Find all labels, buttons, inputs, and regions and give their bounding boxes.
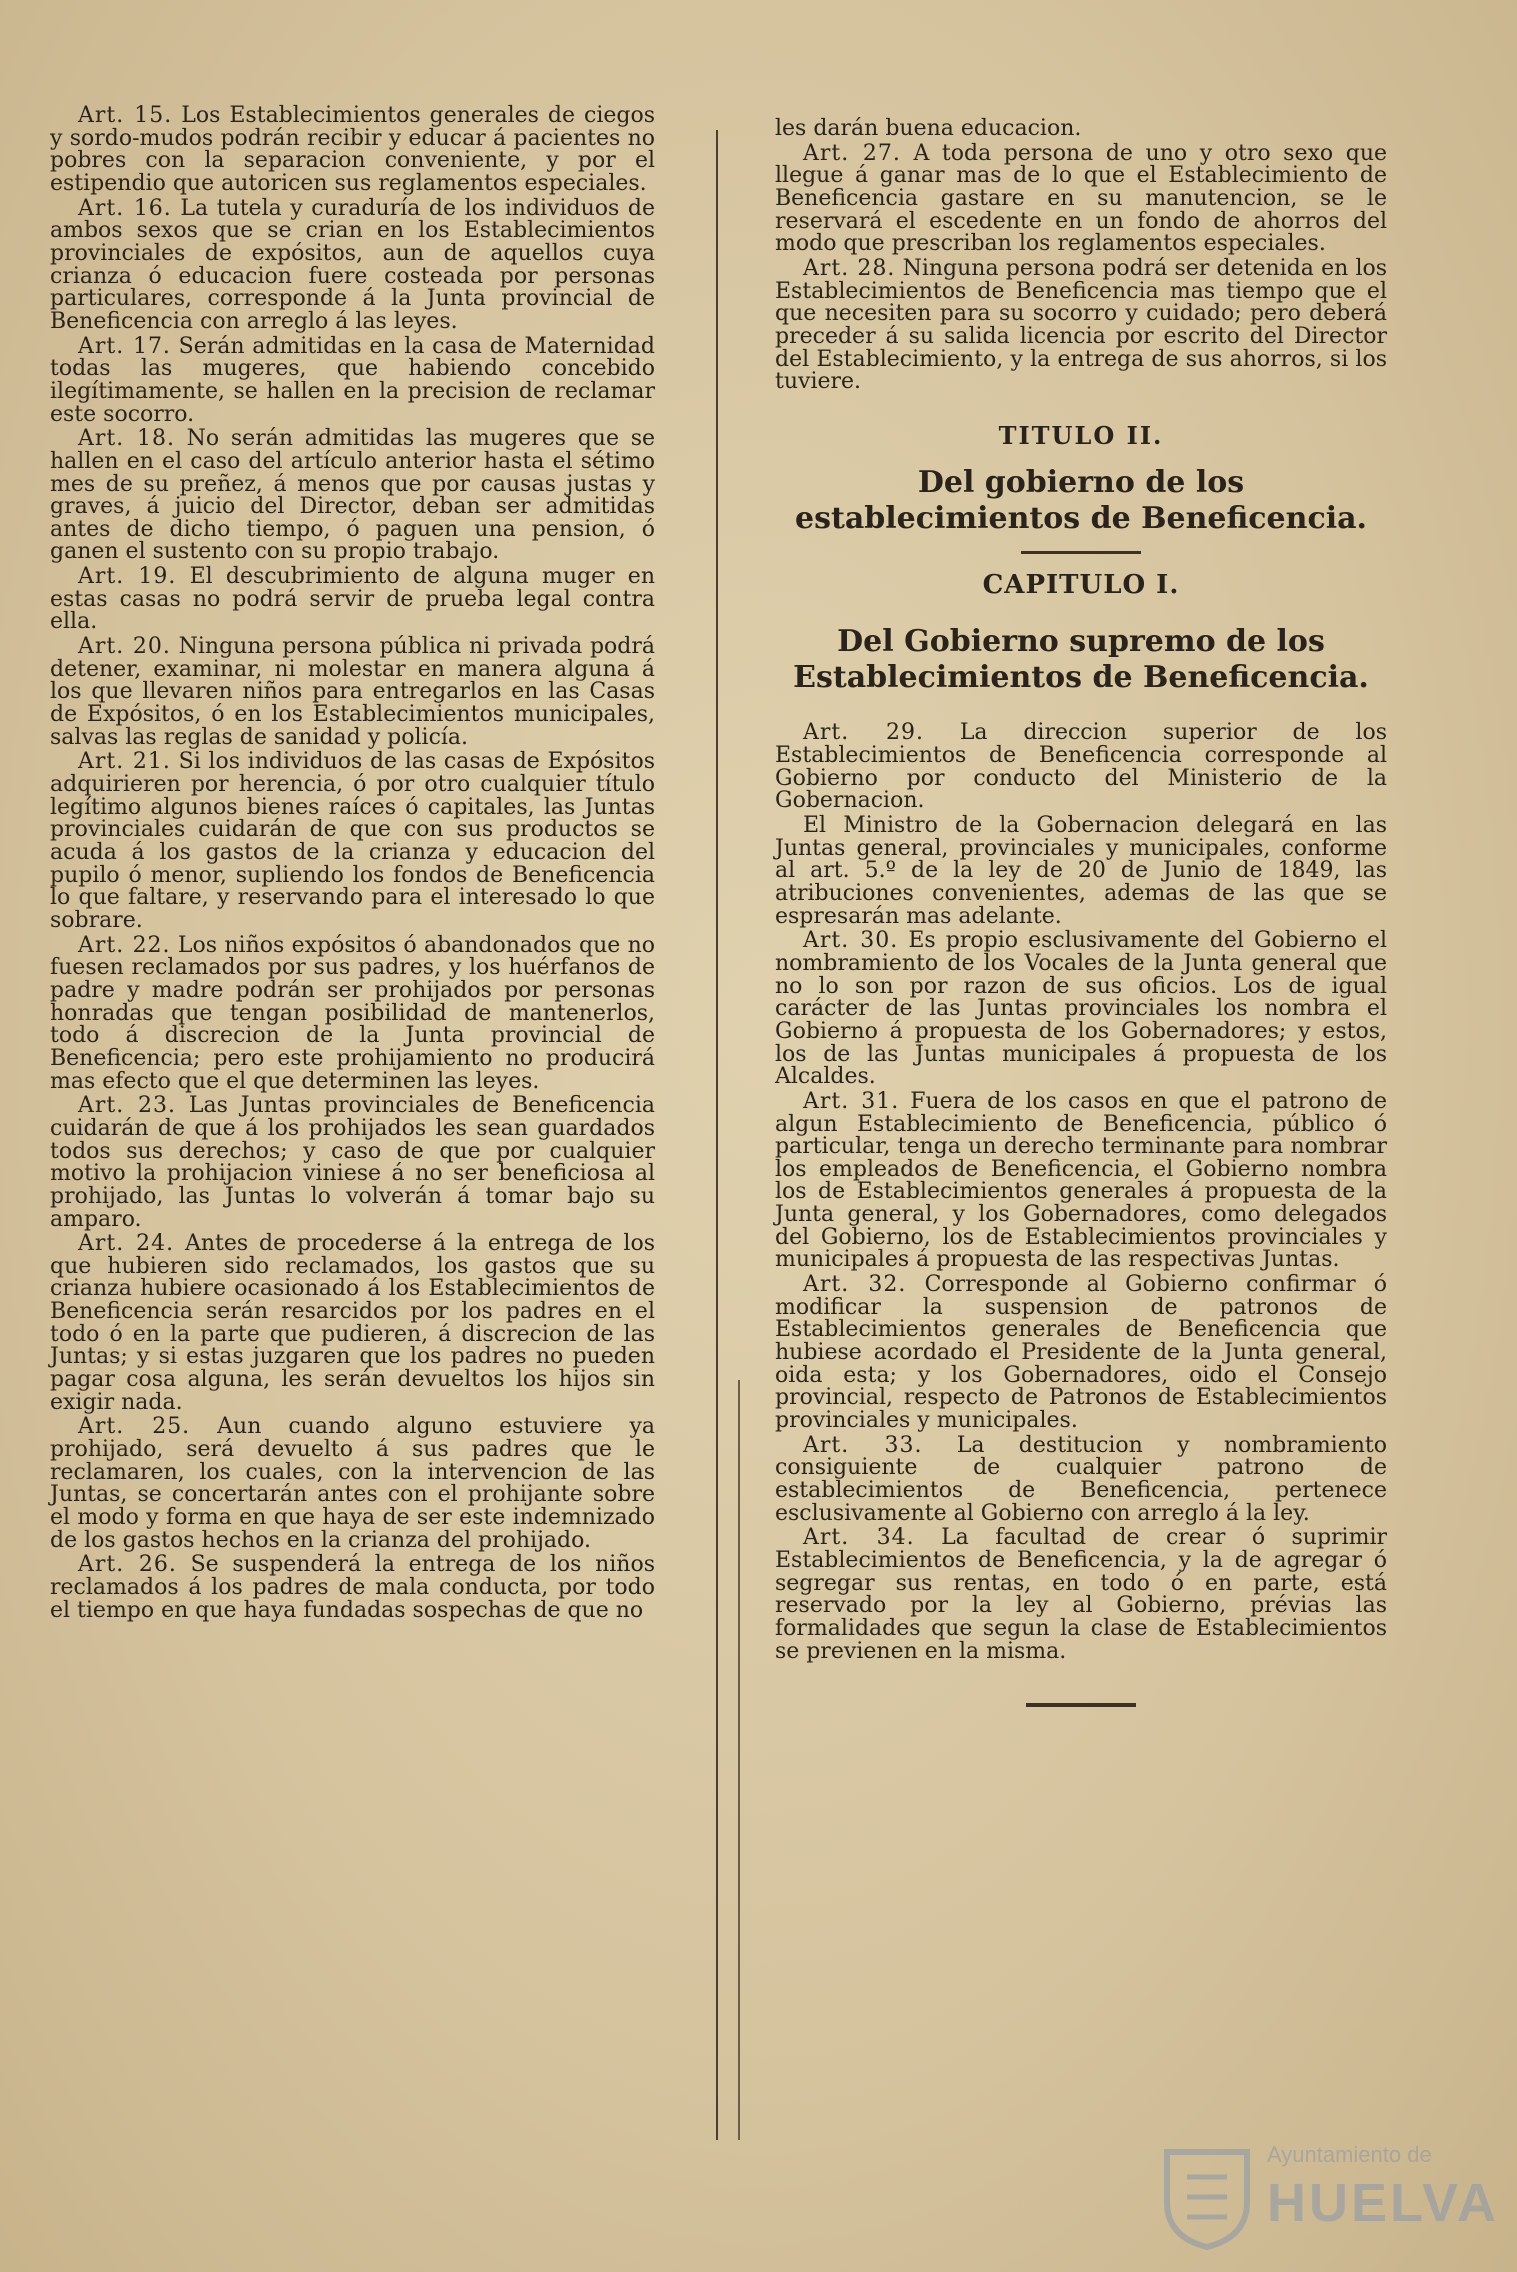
- article-number: Art. 17.: [78, 333, 171, 359]
- article-number: Art. 16.: [78, 195, 172, 221]
- article-29-paragraph-2: El Ministro de la Gobernacion delegará en las Juntas general, provinciales y municipales, conforme al art. 5.º de la ley de 20 de Junio de 1849, las atribuciones convenientes, ademas de las que se espresarán mas adelante.: [775, 812, 1387, 929]
- article-19: [50, 566, 655, 634]
- article-number: Art. 27.: [803, 140, 901, 166]
- article-number: Art. 31.: [803, 1088, 900, 1114]
- article-number: Art. 23.: [78, 1093, 177, 1119]
- end-rule: [1026, 1703, 1136, 1707]
- article-number: Art. 20.: [78, 634, 171, 660]
- article-26-continuation: les darán buena educacion.: [775, 116, 1082, 141]
- article-16: [50, 195, 655, 334]
- article-text: La facultad de crear ó suprimir Establecimientos de Beneficencia, y la de agregar ó segregar sus rentas, en todo ó en parte, está reservado por la ley al Gobierno, prévias las formalidades que segun la clase de Establecimientos se previenen en la misma.: [775, 1525, 1388, 1664]
- article-33: [775, 1432, 1387, 1526]
- article-29: [775, 722, 1387, 813]
- article-number: Art. 29.: [803, 720, 925, 746]
- article-25: [50, 1416, 655, 1552]
- article-22: [50, 932, 655, 1094]
- article-number: Art. 18.: [78, 426, 175, 452]
- article-text: Si los individuos de las casas de Expósitos adquirieren por herencia, ó por otro cualquier título legítimo algunos bienes raíces ó capitales, las Juntas provinciales cuidarán de que con sus productos se acuda á los gastos de la crianza y educacion del pupilo ó menor, supliendo los fondos de Beneficencia lo que faltare, y reservando para el interesado lo que sobrare.: [50, 749, 655, 933]
- city-shield-icon: [1157, 2142, 1257, 2252]
- watermark-line1: Ayuntamiento de: [1267, 2142, 1432, 2167]
- article-number: Art. 34.: [803, 1525, 915, 1551]
- article-text: Serán admitidas en la casa de Maternidad todas las mugeres, que habiendo concebido ilegítimamente, se hallen en la precision de reclamar este socorro.: [50, 333, 656, 427]
- article-text: Ninguna persona pública ni privada podrá detener, examinar, ni molestar en manera alguna á los que llevaren niños para entregarlos en las Casas de Expósitos, ó en los Establecimientos municipales, salvas las reglas de sanidad y policía.: [50, 634, 656, 750]
- watermark-line2: HUELVA: [1267, 2173, 1499, 2233]
- article-text: Se suspenderá la entrega de los niños reclamados á los padres de mala conducta, por todo el tiempo en que haya fundadas sospechas de que no: [50, 1552, 656, 1623]
- article-text: No serán admitidas las mugeres que se hallen en el caso del artículo anterior hasta el sétimo mes de su preñez, á menos que por causas justas y graves, á juicio del Director, deban ser admitidas antes de dicho tiempo, ó paguen una pension, ó ganen el sustento con su propio trabajo.: [50, 426, 656, 565]
- titulo-label: TITULO II.: [998, 420, 1164, 450]
- article-text: Fuera de los casos en que el patrono de algun Establecimiento de Beneficencia, público ó particular, tenga un derecho terminante para nombrar los empleados de Beneficencia, el Gobierno nombra los de Establecimientos generales á propuesta de la Junta general, y los Gobernadores, como delegados del Gobierno, los de Establecimientos provinciales y municipales á propuesta de las respectivas Juntas.: [775, 1088, 1387, 1273]
- article-number: Art. 22.: [78, 932, 171, 958]
- article-34: [775, 1527, 1387, 1663]
- article-24: [50, 1233, 655, 1414]
- article-text: La destitucion y nombramiento consiguiente de cualquier patrono de establecimientos de Beneficencia, pertenece esclusivamente al Gobierno con arreglo á la ley.: [775, 1432, 1387, 1526]
- article-text: Ninguna persona podrá ser detenida en los Establecimientos de Beneficencia mas tiempo que el que necesiten para su socorro y cuidado; pero deberá preceder á su salida licencia por escrito del Director del Establecimiento, y la entrega de sus ahorros, si los tuviere.: [775, 255, 1388, 395]
- article-number: Art. 33.: [803, 1432, 923, 1458]
- article-20: [50, 636, 655, 749]
- article-number: Art. 32.: [803, 1272, 907, 1298]
- article-number: Art. 19.: [78, 564, 177, 590]
- article-text: Los niños expósitos ó abandonados que no fuesen reclamados por sus padres, y los huérfanos de padre y madre podrán ser prohijados por personas honradas que tengan posibilidad de mantenerlos, todo á discrecion de la Junta provincial de Beneficencia; pero este prohijamiento no producirá mas efecto que el que determinen las leyes.: [50, 932, 655, 1094]
- article-number: Art. 24.: [78, 1231, 175, 1257]
- column-divider: [716, 130, 718, 2140]
- article-number: Art. 25.: [78, 1414, 191, 1440]
- article-32: [775, 1274, 1387, 1433]
- left-column: [50, 105, 655, 1624]
- article-text: La tutela y curaduría de los individuos de ambos sexos que se crian en los Establecimientos provinciales de expósitos, aun de aquellos cuya crianza ó educacion fuere costeada por personas particulares, corresponde á la Junta provincial de Beneficencia con arreglo á las leyes.: [50, 195, 655, 334]
- capitulo-heading: Del Gobierno supremo de los Establecimientos de Beneficencia.: [793, 624, 1369, 696]
- article-text: Corresponde al Gobierno confirmar ó modificar la suspension de patronos de Establecimientos generales de Beneficencia que hubiese acordado el Presidente de la Junta general, oida esta; y los Gobernadores, oido el Consejo provincial, respecto de Patronos de Establecimientos provinciales y municipales.: [775, 1272, 1388, 1434]
- article-number: Art. 28.: [803, 255, 896, 281]
- article-text: Es propio esclusivamente del Gobierno el nombramiento de los Vocales de la Junta general que no lo son por razon de sus oficios. Los de igual carácter de las Juntas provinciales los nombra el Gobierno á propuesta de los Gobernadores; y estos, los de las Juntas municipales á propuesta de los Alcaldes.: [775, 928, 1387, 1090]
- article-text: Antes de procederse á la entrega de los que hubieren sido reclamados, los gastos que su crianza hubiere ocasionado á los Establecimientos de Beneficencia serán resarcidos por los padres en el todo ó en la parte que pudieren, á discrecion de las Juntas; y si estas juzgaren que los padres no pueden pagar cosa alguna, les serán devueltos los hijos sin exigir nada.: [50, 1231, 655, 1415]
- article-26: [50, 1554, 655, 1622]
- article-28: [775, 255, 1388, 395]
- article-text: El descubrimiento de alguna muger en estas casas no podrá servir de prueba legal contra ella.: [50, 564, 656, 635]
- article-23: [50, 1095, 655, 1231]
- article-number: Art. 15.: [78, 103, 173, 128]
- capitulo-label: CAPITULO I.: [982, 569, 1180, 600]
- article-number: Art. 30.: [803, 928, 899, 954]
- right-column: [775, 118, 1387, 1707]
- article-30: [775, 930, 1387, 1089]
- article-17: [50, 333, 656, 427]
- column-divider-inner: [738, 1380, 740, 2140]
- article-text: Aun cuando alguno estuviere ya prohijado, será devuelto á sus padres que le reclamaren, los cuales, con la intervencion de las Juntas, se concertarán antes con el prohijante sobre el modo y forma en que haya de ser este indemnizado de los gastos hechos en la crianza del prohijado.: [50, 1414, 656, 1553]
- article-text: La direccion superior de los Establecimientos de Beneficencia corresponde al Gobierno por conducto del Ministerio de la Gobernacion.: [775, 720, 1387, 814]
- section-rule: [1021, 551, 1141, 554]
- article-15: [50, 105, 655, 196]
- article-18: [50, 428, 655, 564]
- article-number: Art. 21.: [78, 749, 171, 775]
- article-21: [50, 751, 655, 932]
- article-text: Las Juntas provinciales de Beneficencia cuidarán de que á los prohijados les sean guardados todos sus derechos; y caso de que por cualquier motivo la prohijacion viniese á no ser beneficiosa al prohijado, las Juntas lo volverán á tomar bajo su amparo.: [50, 1093, 656, 1232]
- article-text: Los Establecimientos generales de ciegos y sordo-mudos podrán recibir y educar á pacientes no pobres con la separacion conveniente, y por el estipendio que autoricen sus reglamentos especiales.: [50, 103, 656, 196]
- article-number: Art. 26.: [78, 1552, 177, 1578]
- article-27: [775, 140, 1388, 257]
- watermark: [1157, 2142, 1499, 2252]
- titulo-heading: Del gobierno de los establecimientos de Beneficencia.: [794, 464, 1367, 536]
- article-text: A toda persona de uno y otro sexo que llegue á ganar mas de lo que el Establecimiento de Beneficencia gastare en su manutencion, se le reservará el escedente en un fondo de ahorros del modo que prescriban los reglamentos especiales.: [775, 140, 1388, 257]
- article-31: [775, 1088, 1387, 1273]
